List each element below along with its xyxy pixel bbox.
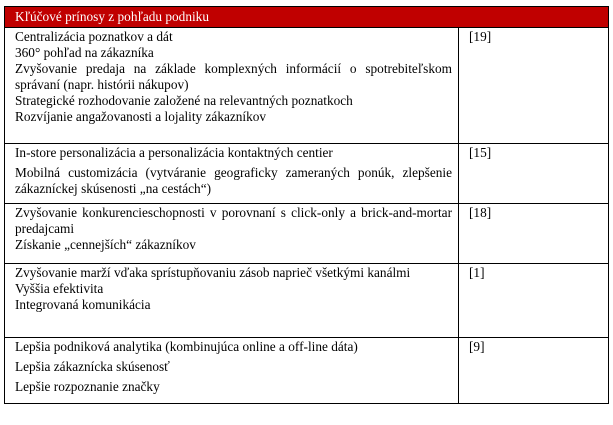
benefit-line: Rozvíjanie angažovanosti a lojality zákazníkov — [15, 109, 267, 124]
table-row — [5, 264, 609, 338]
benefit-line: Získanie „cennejších“ zákazníkov — [15, 237, 196, 252]
benefit-line: Zvyšovanie marží vďaka sprístupňovaniu zásob naprieč všetkými kanálmi — [15, 265, 411, 280]
benefit-line: Strategické rozhodovanie založené na relevantných poznatkoch — [15, 93, 353, 108]
benefit-line: Zvyšovanie konkurencieschopnosti v porovnaní s click-only a brick-and-mortar predajcami — [15, 205, 452, 236]
benefit-line: Vyššia efektivita — [15, 281, 104, 296]
reference-cell: [1] — [459, 264, 609, 338]
benefit-line: 360° pohľad na zákazníka — [15, 45, 154, 60]
reference-cell: [9] — [459, 338, 609, 404]
table-row — [5, 144, 609, 204]
table-row — [5, 338, 609, 404]
benefit-line: Mobilná customizácia (vytváranie geograficky zameraných ponúk, zlepšenie zákazníckej skúsenosti „na cestách“) — [15, 165, 452, 196]
benefit-cell — [5, 144, 459, 204]
table-row — [5, 28, 609, 144]
table-header: Kľúčové prínosy z pohľadu podniku — [5, 7, 609, 28]
benefit-line: Lepšie rozpoznanie značky — [15, 379, 160, 394]
reference-cell: [19] — [459, 28, 609, 144]
reference-cell: [15] — [459, 144, 609, 204]
benefit-line: Lepšia zákaznícka skúsenosť — [15, 359, 170, 374]
benefit-line: Zvyšovanie predaja na základe komplexných informácií o spotrebiteľskom správaní (napr. histórii nákupov) — [15, 61, 452, 92]
table-row — [5, 204, 609, 264]
benefits-table — [4, 6, 609, 404]
benefit-line: Centralizácia poznatkov a dát — [15, 29, 173, 44]
table-header-row — [5, 7, 609, 28]
benefit-line: Integrovaná komunikácia — [15, 297, 151, 312]
benefit-line: In-store personalizácia a personalizácia kontaktných centier — [15, 145, 333, 160]
benefit-line: Lepšia podniková analytika (kombinujúca online a off-line dáta) — [15, 339, 358, 354]
reference-cell: [18] — [459, 204, 609, 264]
benefit-cell — [5, 338, 459, 404]
benefit-cell — [5, 264, 459, 338]
benefit-cell — [5, 204, 459, 264]
benefit-cell — [5, 28, 459, 144]
